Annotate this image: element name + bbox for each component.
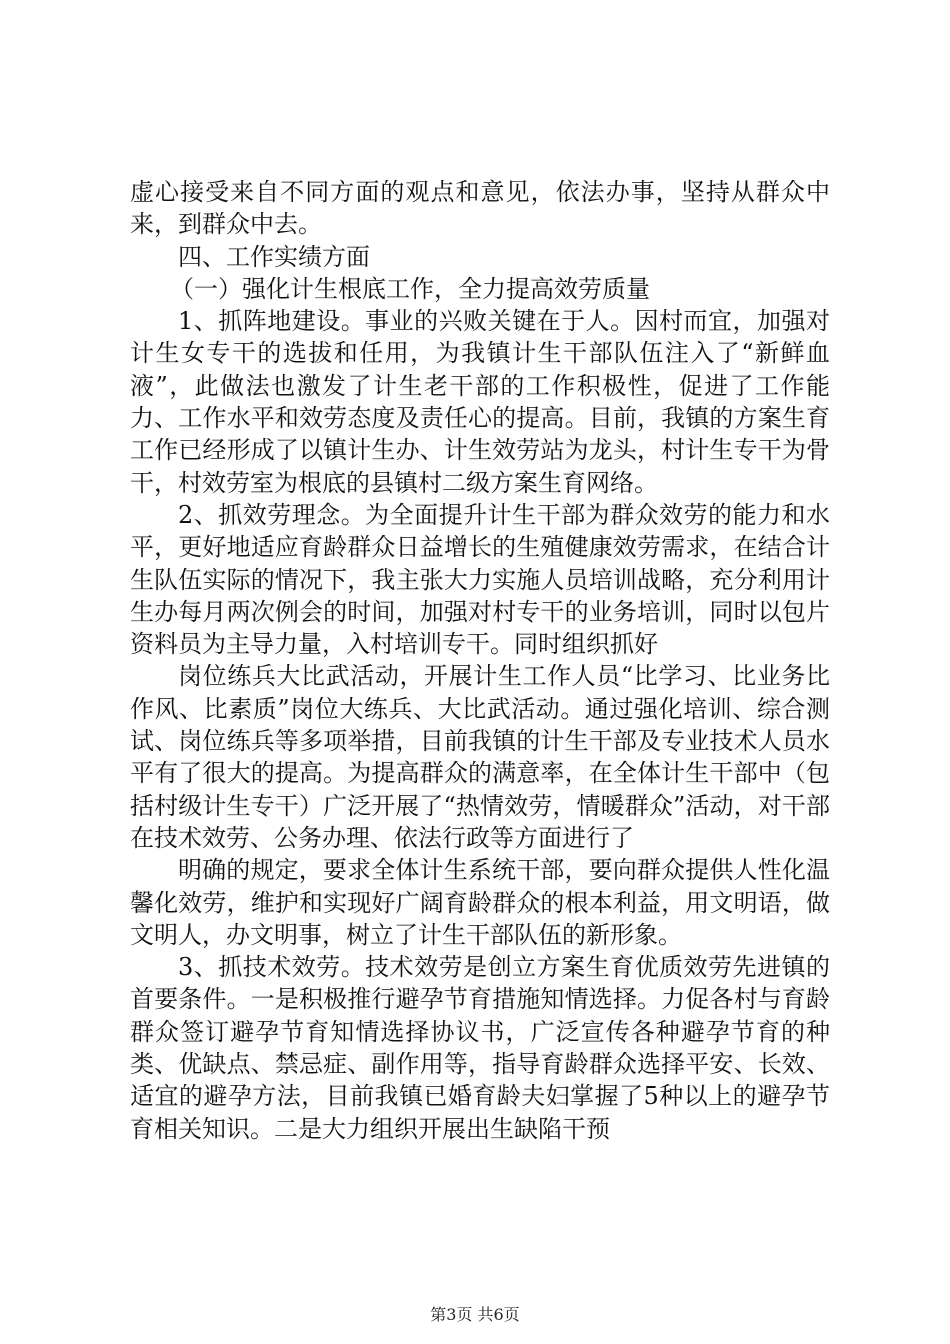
paragraph-item-2: 2、抓效劳理念。为全面提升计生干部为群众效劳的能力和水平，更好地适应育龄群众日益增长的生殖健康效劳需求，在结合计生队伍实际的情况下，我主张大力实施人员培训战略，充分利用计生办每月两次例会的时间，加强对村专干的业务培训，同时以包片资料员为主导力量，入村培训专干。同时组织抓好	[130, 500, 830, 659]
page-number-footer: 第3页 共6页	[430, 1305, 520, 1324]
paragraph-item-1: 1、抓阵地建设。事业的兴败关键在于人。因村而宜，加强对计生女专干的选拔和任用，为我镇计生干部队伍注入了“新鲜血液”，此做法也激发了计生老干部的工作积极性，促进了工作能力、工作水平和效劳态度及责任心的提高。目前，我镇的方案生育工作已经形成了以镇计生办、计生效劳站为龙头，村计生专干为骨干，村效劳室为根底的县镇村二级方案生育网络。	[130, 307, 830, 497]
paragraph-intro-continuation: 虚心接受来自不同方面的观点和意见，依法办事，坚持从群众中来，到群众中去。	[130, 178, 830, 239]
section-heading: 四、工作实绩方面	[178, 242, 370, 271]
paragraph-item-2-continued: 岗位练兵大比武活动，开展计生工作人员“比学习、比业务比作风、比素质”岗位大练兵、大比武活动。通过强化培训、综合测试、岗位练兵等多项举措，目前我镇的计生干部及专业技术人员水平有了很大的提高。为提高群众的满意率，在全体计生干部中（包括村级计生专干）广泛开展了“热情效劳，情暖群众”活动，对干部在技术效劳、公务办理、依法行政等方面进行了	[130, 662, 830, 852]
paragraph-item-3: 3、抓技术效劳。技术效劳是创立方案生育优质效劳先进镇的首要条件。一是积极推行避孕节育措施知情选择。力促各村与育龄群众签订避孕节育知情选择协议书，广泛宣传各种避孕节育的种类、优缺点、禁忌症、副作用等，指导育龄群众选择平安、长效、适宜的避孕方法，目前我镇已婚育龄夫妇掌握了5种以上的避孕节育相关知识。二是大力组织开展出生缺陷干预	[130, 953, 830, 1143]
document-body	[130, 176, 830, 1145]
subsection-heading: （一）强化计生根底工作，全力提高效劳质量	[170, 274, 650, 303]
paragraph-item-2-conclusion: 明确的规定，要求全体计生系统干部，要向群众提供人性化温馨化效劳，维护和实现好广阔育龄群众的根本利益，用文明语，做文明人，办文明事，树立了计生干部队伍的新形象。	[130, 856, 830, 949]
